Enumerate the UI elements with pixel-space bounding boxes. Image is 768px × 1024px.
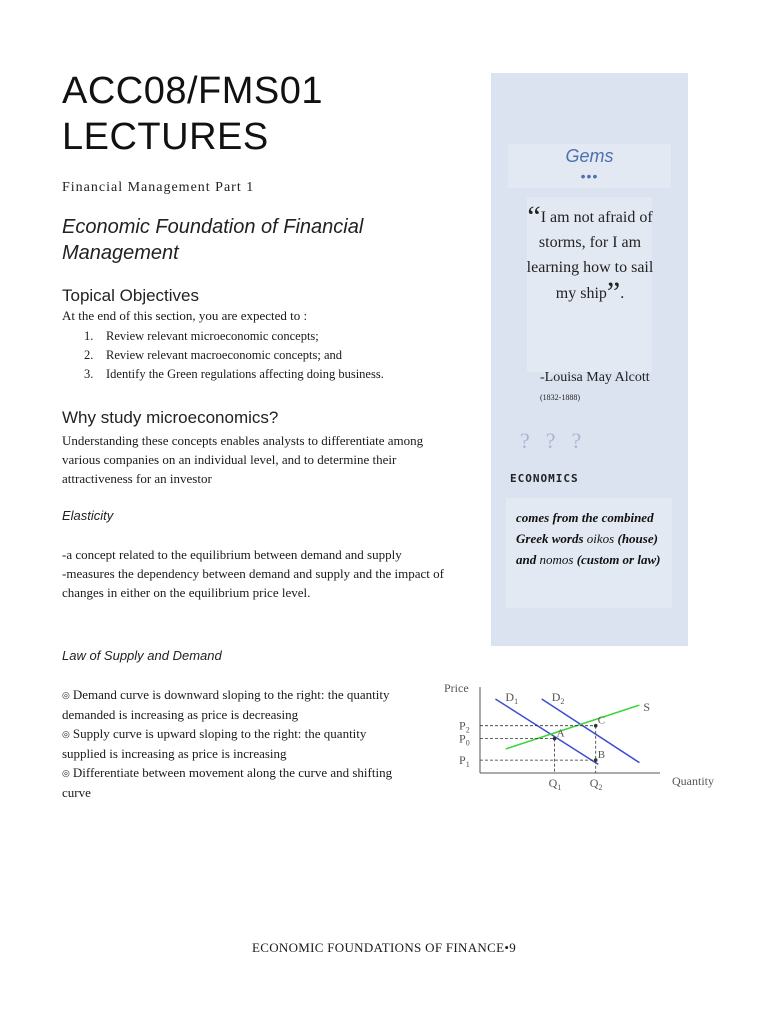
objective-text: Review relevant macroeconomic concepts; and bbox=[106, 348, 343, 362]
law-bullet-text: Demand curve is downward sloping to the right: the quantity demanded is increasing as price is decreasing bbox=[62, 687, 390, 722]
series-line-s bbox=[506, 705, 640, 749]
law-heading: Law of Supply and Demand bbox=[62, 648, 222, 663]
law-bullet-text: Supply curve is upward sloping to the right: the quantity supplied is increasing as price is increasing bbox=[62, 726, 367, 761]
objective-number: 3. bbox=[84, 367, 94, 381]
y-tick-p1: $P_1$ bbox=[459, 753, 470, 770]
quote-author bbox=[540, 368, 655, 407]
bullet-icon: ◎ bbox=[62, 729, 70, 739]
title-line-2: LECTURES bbox=[62, 116, 269, 158]
law-bullet-item bbox=[62, 685, 407, 724]
y-tick-p2: $P_2$ bbox=[459, 718, 470, 735]
document-title bbox=[62, 68, 323, 160]
economics-heading: ECONOMICS bbox=[510, 472, 579, 485]
law-bullets bbox=[62, 685, 407, 802]
page-footer bbox=[0, 940, 768, 956]
point-label-a: A bbox=[556, 727, 565, 740]
objectives-list bbox=[84, 327, 384, 384]
economics-definition bbox=[516, 507, 671, 570]
series-line-d1 bbox=[495, 699, 598, 764]
objectives-intro: At the end of this section, you are expected to : bbox=[62, 308, 308, 323]
objective-item bbox=[84, 365, 384, 384]
econ-word-nomos: nomos bbox=[539, 552, 574, 567]
point-label-c: C bbox=[597, 714, 606, 727]
elasticity-heading: Elasticity bbox=[62, 508, 114, 523]
series-label-d1: $D_1$ bbox=[505, 690, 519, 707]
why-micro-heading: Why study microeconomics? bbox=[62, 408, 279, 427]
author-name: -Louisa May Alcott bbox=[540, 370, 650, 385]
section-title: Economic Foundation of Financial Management bbox=[62, 216, 364, 264]
objective-item bbox=[84, 346, 384, 365]
series-label-s: S bbox=[643, 700, 651, 715]
bullet-icon: ◎ bbox=[62, 690, 70, 700]
author-years: (1832-1888) bbox=[540, 393, 580, 402]
supply-demand-chart bbox=[440, 676, 714, 800]
quote-text bbox=[520, 200, 660, 309]
question-marks-icon: ??? bbox=[520, 428, 598, 453]
y-tick-p0: $P_0$ bbox=[459, 731, 470, 748]
law-bullet-item bbox=[62, 763, 407, 802]
y-axis-label: Price bbox=[444, 681, 469, 695]
footer-text: ECONOMIC FOUNDATIONS OF FINANCE bbox=[251, 940, 505, 955]
objective-item bbox=[84, 327, 384, 346]
document-subtitle: Financial Management Part 1 bbox=[62, 180, 255, 195]
bullet-icon: ◎ bbox=[62, 768, 70, 778]
x-axis-label: Quantity bbox=[672, 774, 714, 788]
law-bullet-item bbox=[62, 724, 407, 763]
footer-separator: • bbox=[504, 940, 510, 955]
objective-number: 1. bbox=[84, 329, 94, 343]
elasticity-body bbox=[62, 545, 462, 602]
objective-text: Review relevant microeconomic concepts; bbox=[106, 329, 319, 343]
x-tick-q1: $Q_1$ bbox=[548, 776, 562, 792]
elasticity-line-1: -a concept related to the equilibrium between demand and supply bbox=[62, 547, 402, 562]
objective-number: 2. bbox=[84, 348, 94, 362]
gems-dots-icon: ••• bbox=[580, 168, 599, 184]
quote-body: I am not afraid of storms, for I am learning how to sail my ship bbox=[526, 209, 654, 302]
econ-part-1: comes from the combined Greek words bbox=[516, 510, 654, 546]
close-quote-icon: ” bbox=[606, 276, 621, 309]
elasticity-line-2: -measures the dependency between demand and supply and the impact of changes in either on the equilibrium price level. bbox=[62, 566, 444, 600]
open-quote-icon: “ bbox=[527, 200, 541, 233]
quote-end: . bbox=[620, 285, 625, 302]
law-bullet-text: Differentiate between movement along the curve and shifting curve bbox=[62, 765, 393, 800]
title-line-1: ACC08/FMS01 bbox=[62, 70, 324, 112]
why-micro-body: Understanding these concepts enables analysts to differentiate among various companies on an individual level, and to determine their attractiveness for an investor bbox=[62, 433, 424, 486]
econ-part-2: (house) and bbox=[516, 531, 658, 567]
point-label-b: B bbox=[597, 749, 606, 762]
gems-label: Gems bbox=[565, 146, 614, 166]
x-tick-q2: $Q_2$ bbox=[589, 776, 603, 792]
objective-text: Identify the Green regulations affecting doing business. bbox=[106, 367, 384, 381]
series-label-d2: $D_2$ bbox=[551, 690, 565, 707]
econ-part-3: (custom or law) bbox=[573, 552, 661, 567]
objectives-heading: Topical Objectives bbox=[62, 286, 200, 305]
econ-word-oikos: oikos bbox=[586, 531, 615, 546]
page-number: 9 bbox=[509, 940, 517, 955]
